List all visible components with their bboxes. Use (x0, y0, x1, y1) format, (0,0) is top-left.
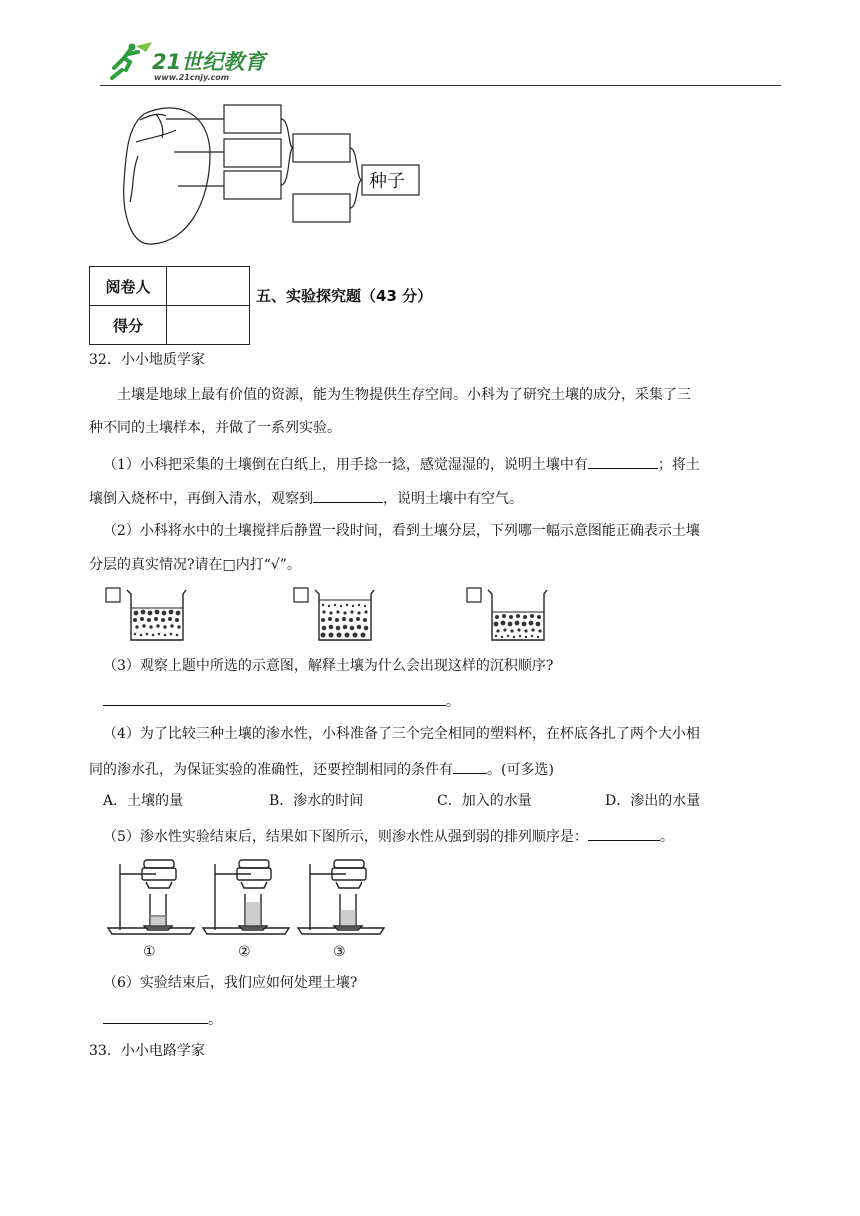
q32-part4-line1: （4）为了比较三种土壤的渗水性，小科准备了三个完全相同的塑料杯，在杯底各扎了两个大小相 (103, 726, 700, 742)
grader-cell[interactable] (167, 267, 250, 306)
q32-intro-line1: 土壤是地球上最有价值的资源，能为生物提供生存空间。小科为了研究土壤的成分，采集了三 (117, 387, 691, 403)
checkbox-2[interactable] (294, 588, 308, 602)
diagram-box-4 (293, 134, 350, 162)
score-table (89, 266, 250, 345)
q32-title: 32．小小地质学家 (89, 352, 205, 368)
q32-part5-line (103, 825, 674, 847)
diagram-box-3 (224, 171, 281, 199)
option-b[interactable]: B．渗水的时间 (269, 793, 364, 809)
q32-part6-answer (103, 1008, 222, 1030)
checkbox-1[interactable] (106, 588, 120, 602)
beaker-option-3 (466, 586, 548, 644)
option-d[interactable]: D．渗出的水量 (605, 793, 701, 809)
checkbox-3[interactable] (467, 588, 481, 602)
q32-part1-text-c: 壤倒入烧杯中，再倒入清水，观察到 (89, 491, 313, 507)
stand-label-1: ① (143, 944, 156, 960)
q32-part4-text-a: 同的渗水孔，为保证实验的准确性，还要控制相同的条件有 (89, 762, 453, 778)
q32-part1-text-d: ，说明土壤中有空气。 (383, 491, 523, 507)
filter-stand-3 (296, 856, 392, 962)
q32-part4-text-b: 。(可多选) (487, 762, 554, 778)
q32-part3-line1: （3）观察上题中所选的示意图，解释土壤为什么会出现这样的沉积顺序? (103, 658, 554, 674)
section-title: 五、实验探究题（43 分） (256, 287, 433, 305)
q32-part6-end: 。 (208, 1012, 222, 1028)
diagram-box-1 (224, 105, 281, 133)
option-a[interactable]: A．土壤的量 (103, 793, 184, 809)
seed-label: 种子 (369, 171, 405, 192)
option-c[interactable]: C．加入的水量 (437, 793, 532, 809)
q32-intro-line2: 种不同的土壤样本，并做了一系列实验。 (89, 420, 341, 436)
answer-blank-3[interactable] (103, 690, 446, 706)
q32-part1-text-b: ；将土 (657, 457, 700, 473)
q32-part5-text-a: （5）渗水性实验结束后，结果如下图所示，则渗水性从强到弱的排列顺序是： (103, 829, 588, 845)
q32-part1-line1 (103, 453, 700, 475)
answer-blank-4[interactable] (453, 758, 487, 774)
score-label: 得分 (90, 306, 167, 345)
seed-outline (124, 108, 210, 244)
runner-icon (112, 50, 138, 78)
q32-part3-answer (103, 690, 460, 712)
seed-structure-diagram (118, 102, 428, 250)
q32-part6-line1: （6）实验结束后，我们应如何处理土壤? (103, 975, 358, 991)
header-divider (100, 85, 781, 86)
filter-stand-1 (106, 856, 196, 962)
stand-label-2: ② (238, 944, 251, 960)
beaker-option-2 (293, 586, 375, 644)
grader-label: 阅卷人 (90, 267, 167, 306)
logo-title: 21世纪教育 (152, 50, 266, 74)
answer-blank-5[interactable] (588, 825, 660, 841)
answer-blank-2[interactable] (313, 487, 383, 503)
q33-title: 33．小小电路学家 (89, 1043, 205, 1059)
diagram-box-5 (293, 194, 350, 222)
answer-blank-6[interactable] (103, 1008, 208, 1024)
q32-part1-line2 (89, 487, 523, 509)
q32-part3-end: 。 (446, 694, 460, 710)
q32-part1-text-a: （1）小科把采集的土壤倒在白纸上，用手捻一捻，感觉湿湿的，说明土壤中有 (103, 457, 588, 473)
filter-stand-2 (201, 856, 291, 962)
stand-label-3: ③ (333, 944, 346, 960)
q32-part2-line2: 分层的真实情况?请在□内打“√”。 (89, 557, 301, 573)
q32-part4-line2 (89, 758, 554, 780)
q32-part2-line1: （2）小科将水中的土壤搅拌后静置一段时间，看到土壤分层，下列哪一幅示意图能正确表示土壤 (103, 523, 700, 539)
beaker-option-1 (105, 586, 187, 644)
site-logo (100, 40, 270, 86)
diagram-box-2 (224, 139, 281, 167)
logo-url: www.21cnjy.com (154, 73, 230, 82)
answer-blank-1[interactable] (588, 453, 658, 469)
q32-part5-text-b: 。 (659, 829, 674, 845)
score-cell[interactable] (167, 306, 250, 345)
